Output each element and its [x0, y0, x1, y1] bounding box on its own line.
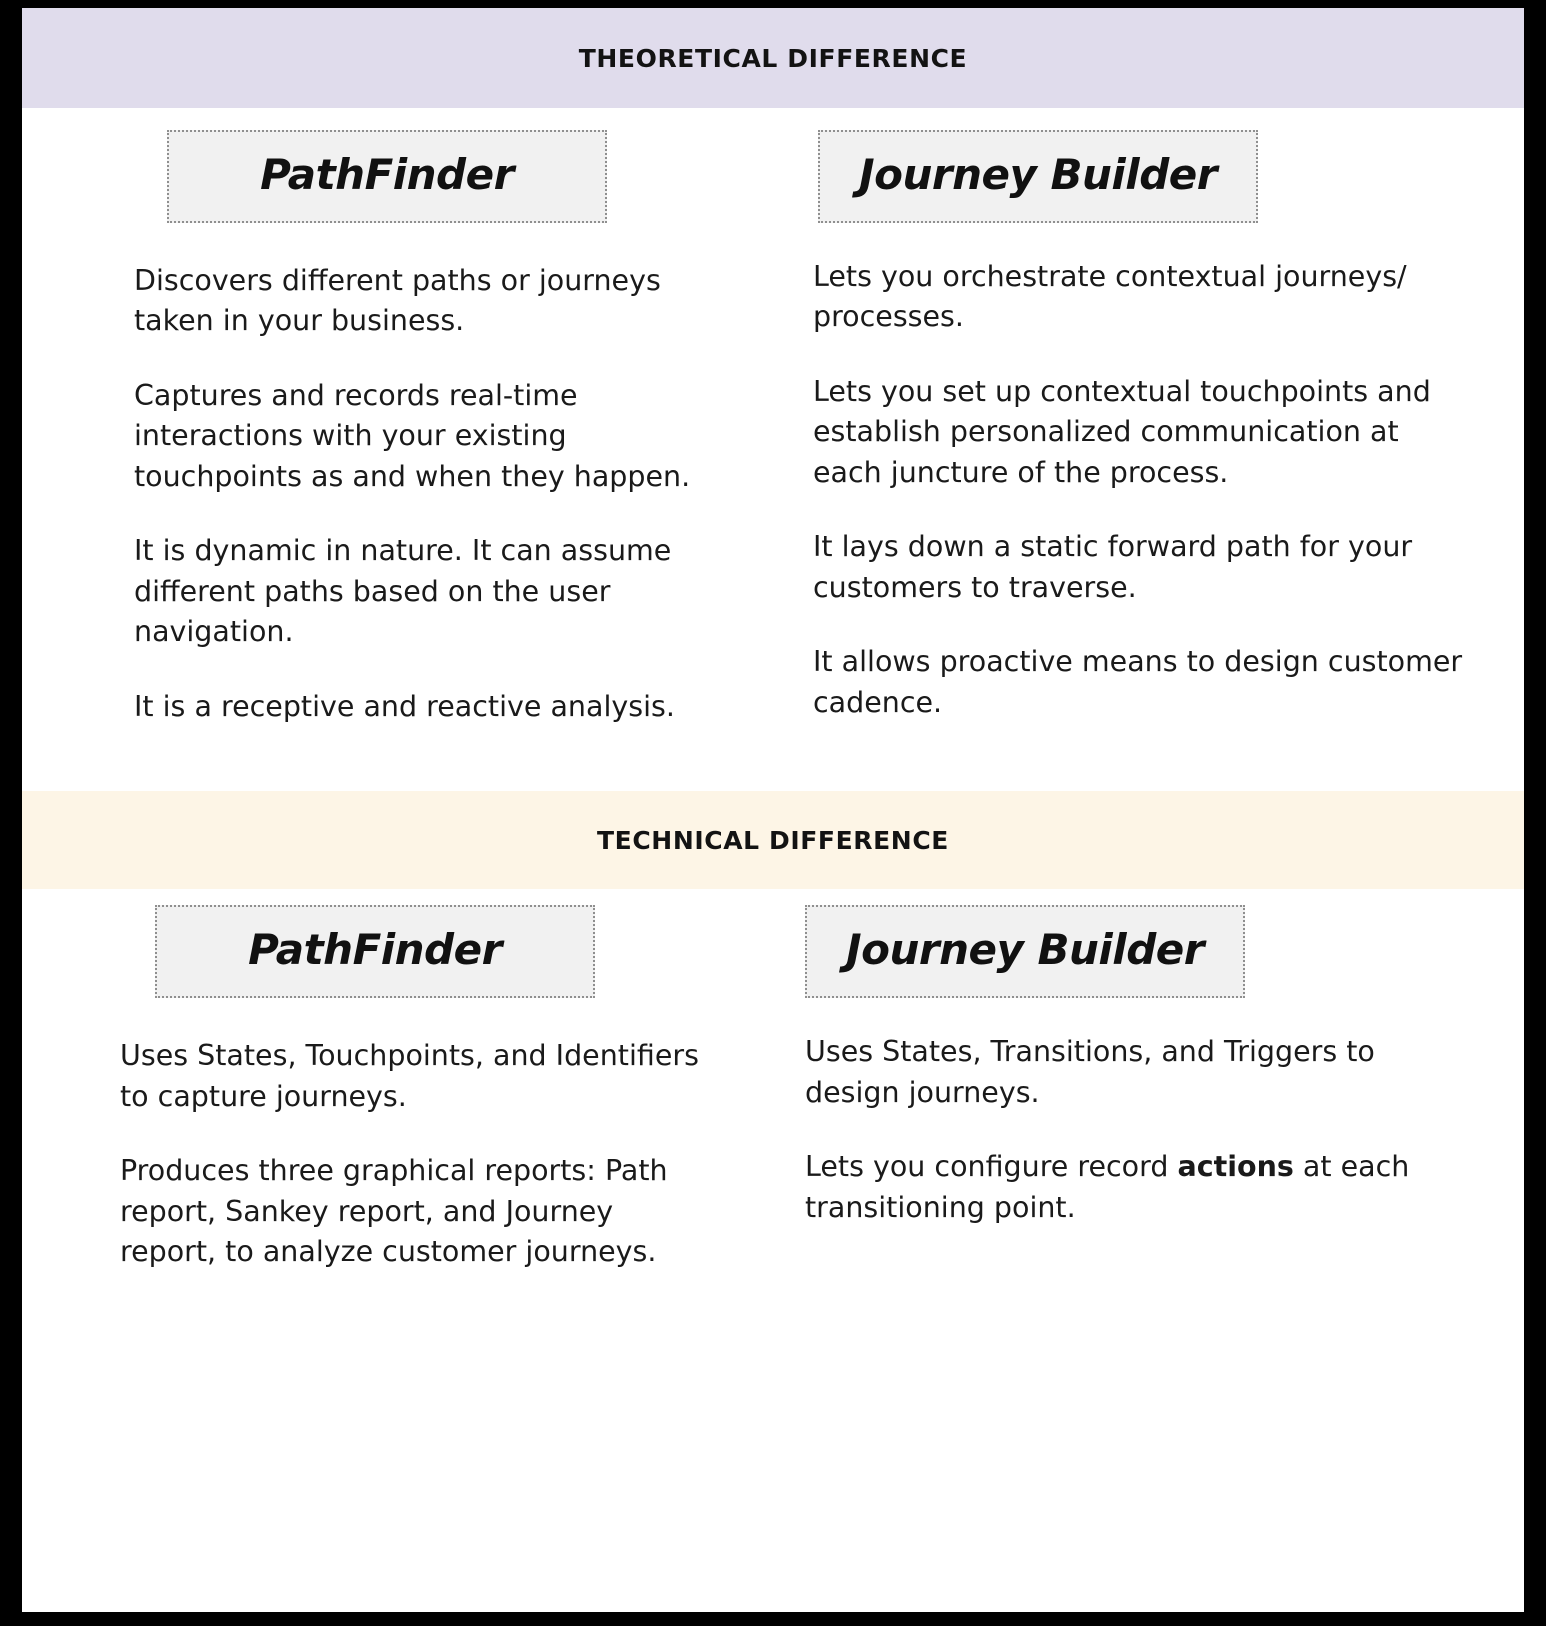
theoretical-difference-label: THEORETICAL DIFFERENCE: [578, 44, 968, 73]
list-item: It allows proactive means to design customer cadence.: [813, 645, 1463, 719]
technical-difference-label: TECHNICAL DIFFERENCE: [597, 826, 949, 856]
pathfinder-title-theoretical: PathFinder: [167, 130, 607, 223]
theoretical-difference-content: [22, 108, 1524, 791]
list-item: Lets you set up contextual touchpoints and establish personalized communication at each juncture of the process.: [813, 374, 1431, 489]
list-item: Uses States, Touchpoints, and Identifiers to capture journeys.: [120, 1039, 699, 1113]
theoretical-journeybuilder-column: [773, 108, 1524, 761]
comparison-infographic: [22, 8, 1524, 1612]
pathfinder-title-technical: PathFinder: [155, 905, 595, 998]
journey-builder-points-theoretical: [813, 257, 1464, 723]
technical-difference-band: [22, 791, 1524, 889]
journey-builder-title-theoretical: Journey Builder: [818, 130, 1258, 223]
journey-builder-title-technical: Journey Builder: [805, 905, 1245, 998]
technical-pathfinder-column: [22, 889, 773, 1306]
list-item: Discovers different paths or journeys taken in your business.: [134, 264, 661, 338]
list-item: Lets you configure record actions at each transitioning point.: [805, 1150, 1410, 1224]
theoretical-difference-band: [22, 8, 1524, 108]
list-item: It is a receptive and reactive analysis.: [134, 689, 675, 723]
pathfinder-points-technical: [120, 1036, 713, 1272]
technical-difference-content: [22, 889, 1524, 1326]
pathfinder-points-theoretical: [134, 261, 713, 727]
journey-builder-points-technical: [805, 1032, 1464, 1228]
theoretical-pathfinder-column: [22, 108, 773, 761]
list-item: It is dynamic in nature. It can assume different paths based on the user navigation.: [134, 534, 672, 649]
list-item: Produces three graphical reports: Path report, Sankey report, and Journey report, to analyze customer journeys.: [120, 1154, 668, 1269]
technical-journeybuilder-column: [773, 889, 1524, 1306]
list-item: Lets you orchestrate contextual journeys/ processes.: [813, 260, 1407, 334]
list-item: It lays down a static forward path for your customers to traverse.: [813, 530, 1413, 604]
list-item: Uses States, Transitions, and Triggers to design journeys.: [805, 1035, 1375, 1109]
list-item: Captures and records real-time interactions with your existing touchpoints as and when they happen.: [134, 378, 691, 493]
